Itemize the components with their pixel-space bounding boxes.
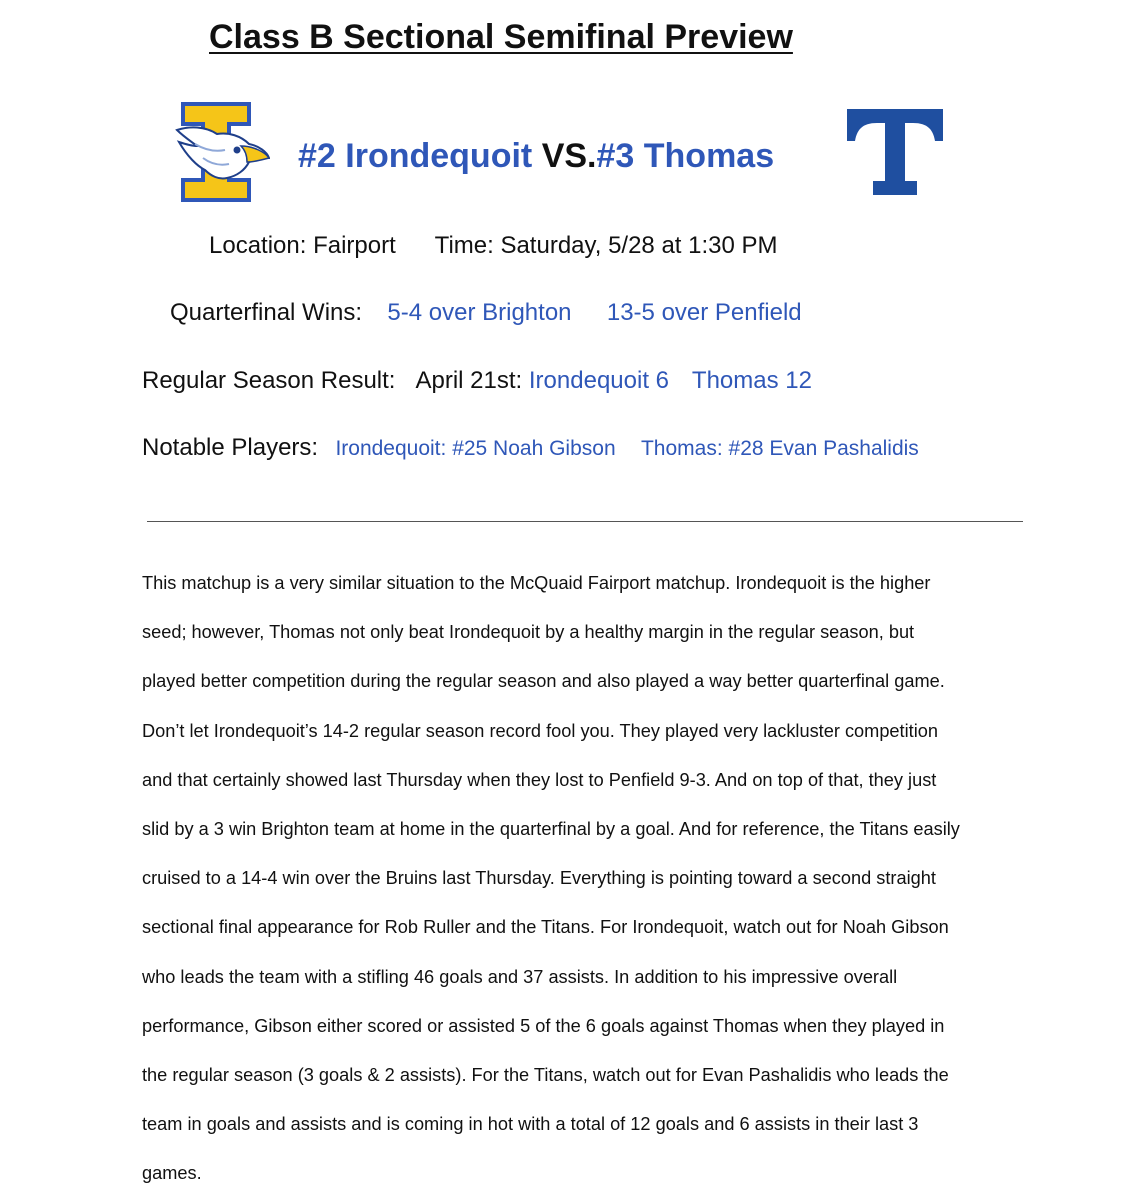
regular-season-score-1: Irondequoit 6 — [528, 367, 669, 394]
team-thomas: #3 Thomas — [596, 137, 775, 175]
article-line: games. — [142, 1163, 202, 1184]
irondequoit-logo — [175, 100, 270, 204]
article-line: Don’t let Irondequoit’s 14-2 regular season record fool you. They played very lackluster competition — [142, 720, 938, 741]
article-line: performance, Gibson either scored or assisted 5 of the 6 goals against Thomas when they played in — [142, 1015, 945, 1036]
notable-players-row — [142, 434, 919, 462]
notable-player-2: Thomas: #28 Evan Pashalidis — [640, 437, 919, 460]
section-divider — [147, 521, 1023, 522]
location-row — [209, 232, 778, 260]
article-line: played better competition during the regular season and also played a way better quarterfinal game. — [142, 671, 945, 692]
article-line: who leads the team with a stifling 46 goals and 37 assists. In addition to his impressive overall — [142, 966, 898, 987]
article-line: team in goals and assists and is coming in hot with a total of 12 goals and 6 assists in their last 3 — [142, 1114, 919, 1135]
article-body — [142, 559, 1042, 1198]
article-line: sectional final appearance for Rob Ruller and the Titans. For Irondequoit, watch out for Noah Gibson — [142, 917, 949, 938]
time-label: Time: Saturday, 5/28 at 1:30 PM — [434, 232, 778, 259]
article-line: cruised to a 14-4 win over the Bruins last Thursday. Everything is pointing toward a second straight — [142, 868, 936, 889]
regular-season-row — [142, 367, 812, 395]
thomas-logo — [845, 107, 945, 197]
matchup-heading — [298, 137, 774, 176]
article-line: the regular season (3 goals & 2 assists). For the Titans, watch out for Evan Pashalidis who leads the — [142, 1064, 949, 1085]
team-irondequoit: #2 Irondequoit — [298, 137, 533, 175]
eagle-head — [177, 127, 269, 178]
quarterfinal-win-1: 5-4 over Brighton — [387, 299, 572, 326]
notable-player-1: Irondequoit: #25 Noah Gibson — [335, 437, 616, 460]
quarterfinal-win-2: 13-5 over Penfield — [606, 299, 802, 326]
page-title: Class B Sectional Semifinal Preview — [209, 18, 793, 56]
article-line: This matchup is a very similar situation to the McQuaid Fairport matchup. Irondequoit is the higher — [142, 573, 931, 593]
notable-players-label: Notable Players: — [142, 434, 319, 461]
article-line: and that certainly showed last Thursday when they lost to Penfield 9-3. And on top of that, they just — [142, 769, 937, 790]
regular-season-date: April 21st: — [415, 367, 523, 394]
article-line: seed; however, Thomas not only beat Irondequoit by a healthy margin in the regular season, but — [142, 622, 915, 643]
regular-season-score-2: Thomas 12 — [691, 367, 812, 394]
quarterfinal-label: Quarterfinal Wins: — [170, 299, 363, 326]
regular-season-label: Regular Season Result: — [142, 367, 396, 394]
quarterfinal-row — [170, 299, 802, 327]
location-label: Location: Fairport — [209, 232, 396, 259]
vs-label: VS. — [541, 137, 597, 175]
article-line: slid by a 3 win Brighton team at home in the quarterfinal by a goal. And for reference, the Titans easily — [142, 818, 960, 839]
